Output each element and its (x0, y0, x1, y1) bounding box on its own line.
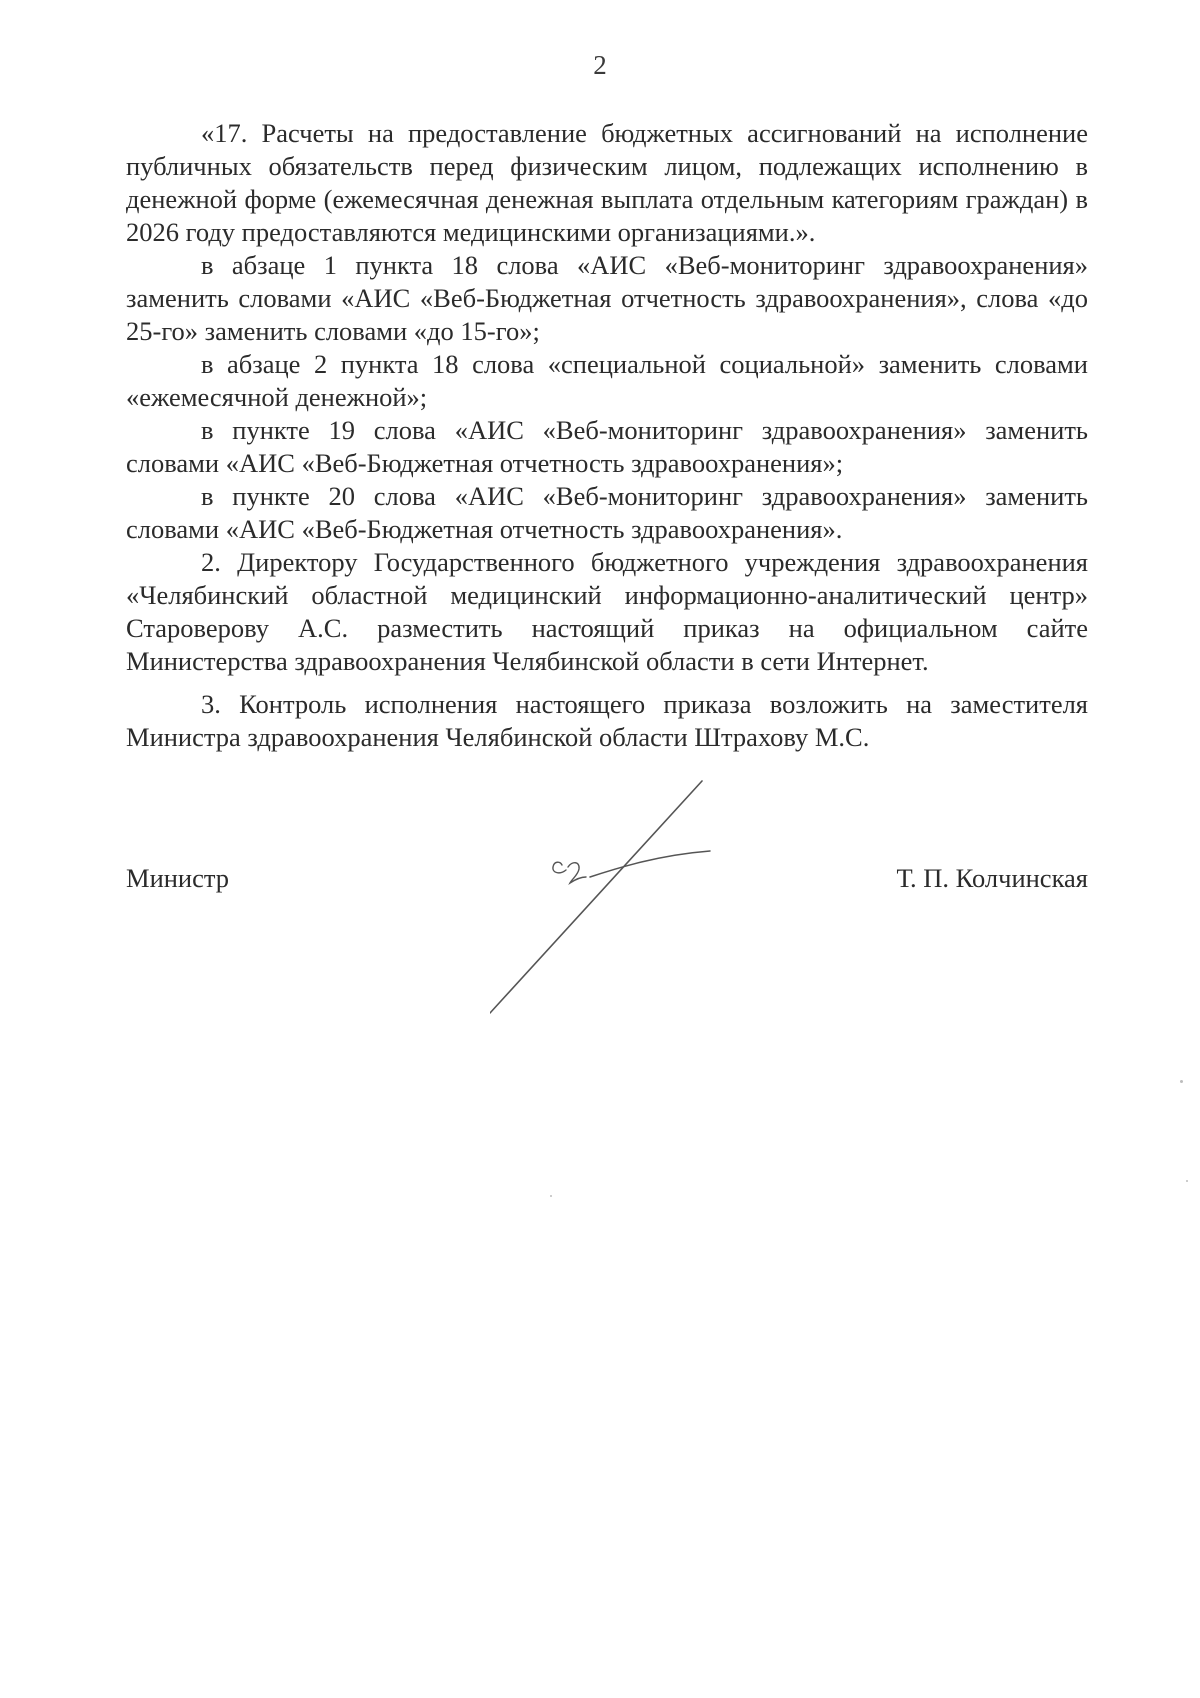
paragraph-point-3: 3. Контроль исполнения настоящего приказа возложить на заместителя Министра здравоохранения Челябинской области Штрахову М.С. (126, 689, 1088, 752)
paragraph-clause-19: в пункте 19 слова «АИС «Веб-мониторинг здравоохранения» заменить словами «АИС «Веб-Бюджетная отчетность здравоохранения»; (126, 415, 1088, 478)
scan-speck (550, 1195, 552, 1197)
paragraph-clause-18-1: в абзаце 1 пункта 18 слова «АИС «Веб-мониторинг здравоохранения» заменить словами «АИС «Веб-Бюджетная отчетность здравоохранения», слова «до 25-го» заменить словами «до 15-го»; (126, 250, 1088, 346)
document-body (126, 117, 1088, 754)
signatory-name: Т. П. Колчинская (896, 863, 1088, 893)
handwritten-signature (490, 775, 750, 1015)
paragraph-clause-18-2: в абзаце 2 пункта 18 слова «специальной социальной» заменить словами «ежемесячной денежной»; (126, 349, 1088, 412)
paragraph-clause-20: в пункте 20 слова «АИС «Веб-мониторинг здравоохранения» заменить словами «АИС «Веб-Бюджетная отчетность здравоохранения». (126, 481, 1088, 544)
page-number: 2 (593, 50, 607, 80)
signatory-role: Министр (126, 863, 230, 893)
paragraph-item-17: «17. Расчеты на предоставление бюджетных ассигнований на исполнение публичных обязательств перед физическим лицом, подлежащих исполнению в денежной форме (ежемесячная денежная выплата отдельным категориям граждан) в 2026 году предоставляются медицинскими организациями.». (126, 118, 1088, 247)
paragraph-point-2: 2. Директору Государственного бюджетного учреждения здравоохранения «Челябинский областной медицинский информационно-аналитический центр» Староверову А.С. разместить настоящий приказ на официальном сайте Министерства здравоохранения Челябинской области в сети Интернет. (126, 547, 1088, 676)
scan-speck (1180, 1080, 1183, 1083)
scan-speck (1186, 1180, 1188, 1182)
